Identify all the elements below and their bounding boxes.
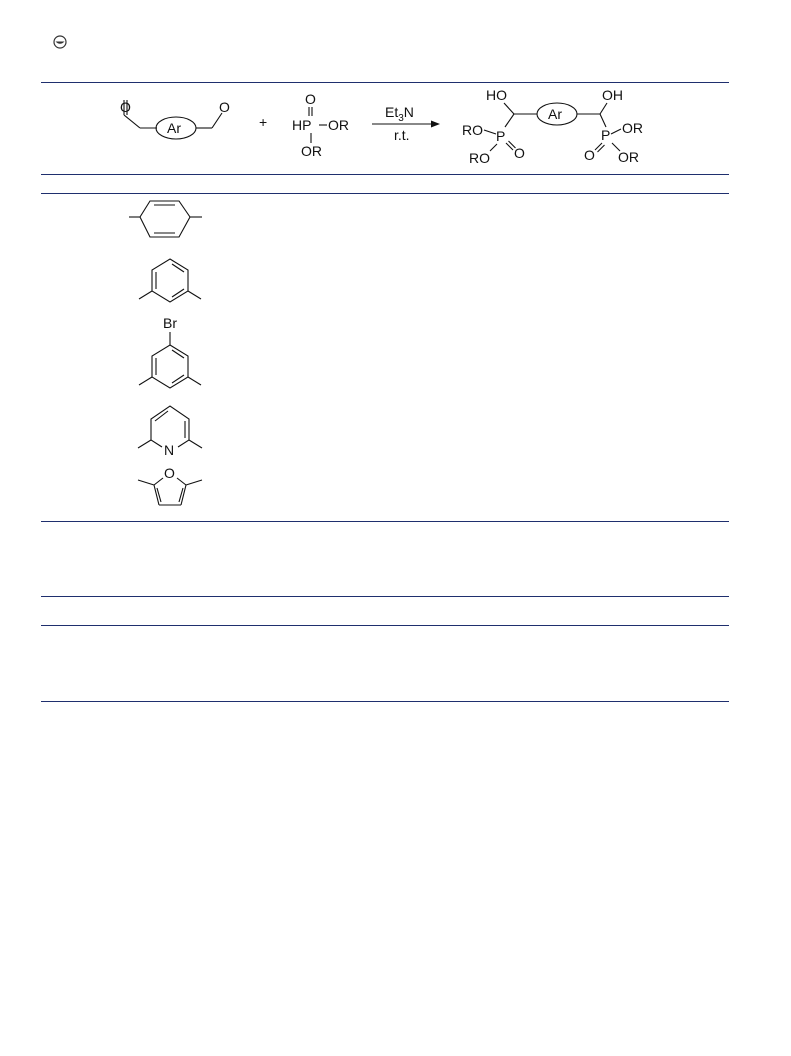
- reactant-o-left: O: [120, 99, 131, 115]
- svg-text:P: P: [601, 127, 611, 143]
- bromo-label: Br: [163, 315, 177, 331]
- reagent-base: $Et_3N$: [385, 104, 414, 124]
- dialdehyde-reactant: [120, 99, 230, 139]
- phosphite-or-right: OR: [328, 117, 349, 133]
- svg-text:O: O: [514, 145, 525, 161]
- table-top-rule: [41, 82, 729, 83]
- svg-text:Ar: Ar: [548, 106, 562, 122]
- aryl-furan-2-5-diyl: [125, 462, 215, 512]
- bisphosphonate-product: [462, 87, 643, 166]
- reagent-conditions: r.t.: [394, 127, 410, 143]
- phosphite-hp: HP: [292, 117, 312, 133]
- phosphite-o: O: [305, 91, 316, 107]
- phosphite-reactant: [292, 91, 349, 159]
- aryl-1-3-phenylene: [125, 252, 215, 304]
- plus-sign: +: [259, 114, 268, 130]
- svg-text:O: O: [584, 147, 595, 163]
- aryl-1-4-phenylene: [125, 194, 215, 240]
- table-bottom-rule: [41, 521, 729, 522]
- furan-o-label: O: [164, 465, 175, 481]
- reactant-ar-label: Ar: [167, 120, 181, 136]
- svg-text:HO: HO: [486, 87, 507, 103]
- svg-text:OR: OR: [618, 149, 639, 165]
- second-table-top-rule: [41, 596, 729, 597]
- open-access-icon: [52, 34, 68, 50]
- svg-text:OR: OR: [622, 120, 643, 136]
- second-table-bottom-rule: [41, 701, 729, 702]
- svg-text:P: P: [496, 128, 506, 144]
- reaction-arrow: [372, 104, 440, 143]
- svg-text:RO: RO: [469, 150, 490, 166]
- reactant-o-right: O: [219, 99, 230, 115]
- aryl-5-bromo-1-3-phenylene: [125, 314, 215, 394]
- second-table-header-rule: [41, 625, 729, 626]
- phosphite-or-bottom: OR: [301, 143, 322, 159]
- svg-text:OH: OH: [602, 87, 623, 103]
- svg-text:RO: RO: [462, 122, 483, 138]
- aryl-pyridine-2-6-diyl: [125, 400, 215, 458]
- reaction-scheme: [0, 84, 791, 174]
- pyridine-n-label: N: [164, 442, 175, 458]
- scheme-bottom-rule: [41, 174, 729, 175]
